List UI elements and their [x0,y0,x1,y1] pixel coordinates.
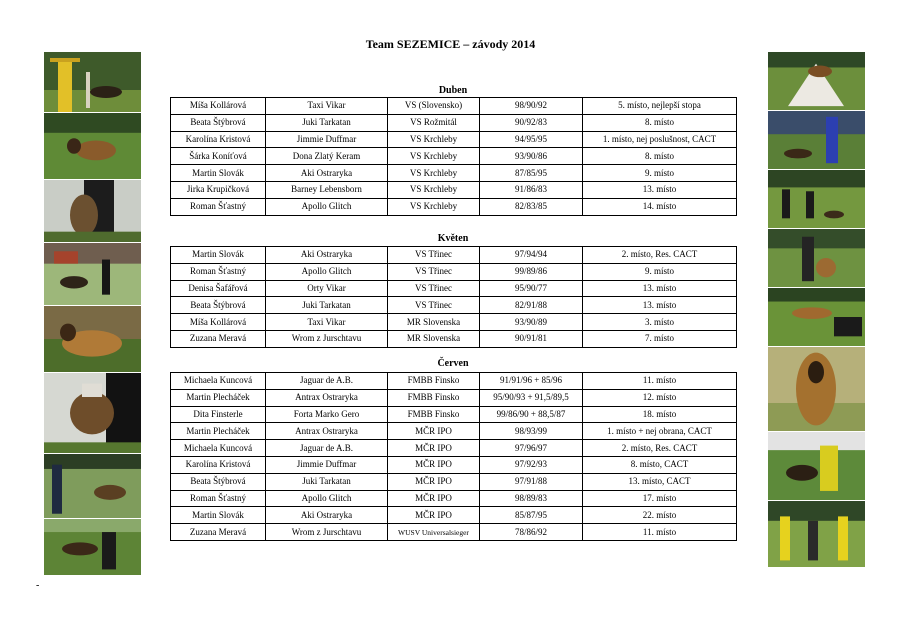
event-cell: VS Třinec [388,247,480,264]
event-cell: MČR IPO [388,507,480,524]
event-cell: FMBB Finsko [388,373,480,390]
dog-bite-suit-photo [768,431,865,500]
dog-cell: Aki Ostraryka [266,507,388,524]
dog-bite-arm-photo [44,372,141,453]
score-cell: 91/91/96 + 85/96 [480,373,583,390]
table-row [171,280,737,297]
score-cell: 98/93/99 [480,423,583,440]
placement-cell: 8. místo [583,148,737,165]
dog-cell: Orty Vikar [266,280,388,297]
dog-cell: Apollo Glitch [266,198,388,215]
table-row [171,507,737,524]
event-cell: MČR IPO [388,456,480,473]
placement-cell: 17. místo [583,490,737,507]
event-cell: WUSV Universalsieger [388,524,480,541]
placement-cell: 9. místo [583,263,737,280]
dog-retrieve-photo [768,287,865,346]
dog-cell: Jimmie Duffmar [266,456,388,473]
table-row [171,198,737,215]
table-row [171,440,737,457]
dog-cell: Aki Ostraryka [266,165,388,182]
dog-bite-sleeve-photo [44,179,141,242]
dog-cell: Wrom z Jurschtavu [266,330,388,347]
dog-cell: Wrom z Jurschtavu [266,524,388,541]
dog-trial-field-photo [768,169,865,228]
table-row [171,524,737,541]
handler-cell: Míša Kollárová [171,314,266,331]
event-cell: VS Krchleby [388,198,480,215]
handler-cell: Dita Finsterle [171,406,266,423]
table-row [171,330,737,347]
dog-cell: Antrax Ostraryka [266,423,388,440]
event-cell: MČR IPO [388,423,480,440]
page-title: Team SEZEMICE – závody 2014 [365,37,536,51]
score-cell: 99/89/86 [480,263,583,280]
dog-cell: Dona Zlatý Keram [266,148,388,165]
dog-cell: Juki Tarkatan [266,473,388,490]
handler-cell: Martin Plecháček [171,423,266,440]
handler-cell: Karolína Kristová [171,131,266,148]
dog-cell: Apollo Glitch [266,263,388,280]
handler-cell: Michaela Kuncová [171,440,266,457]
placement-cell: 11. místo [583,373,737,390]
score-cell: 97/94/94 [480,247,583,264]
handler-cell: Beata Štýbrová [171,473,266,490]
score-cell: 95/90/93 + 91,5/89,5 [480,389,583,406]
event-cell: VS (Slovensko) [388,98,480,115]
score-cell: 99/86/90 + 88,5/87 [480,406,583,423]
dog-cell: Forta Marko Gero [266,406,388,423]
handler-cell: Zuzana Meravá [171,524,266,541]
event-cell: VS Krchleby [388,131,480,148]
score-cell: 98/89/83 [480,490,583,507]
handler-cell: Martin Plecháček [171,389,266,406]
placement-cell: 13. místo, CACT [583,473,737,490]
table-row [171,423,737,440]
score-cell: 82/83/85 [480,198,583,215]
dog-handler-photo [44,453,141,518]
placement-cell: 3. místo [583,314,737,331]
event-cell: VS Krchleby [388,148,480,165]
results-table-duben [170,97,737,216]
dog-jump-photo [44,51,141,112]
placement-cell: 18. místo [583,406,737,423]
placement-cell: 7. místo [583,330,737,347]
left-photo-column [44,51,141,567]
score-cell: 90/92/83 [480,114,583,131]
right-photo-column [768,51,865,561]
placement-cell: 11. místo [583,524,737,541]
event-cell: MR Slovenska [388,314,480,331]
score-cell: 97/91/88 [480,473,583,490]
event-cell: MČR IPO [388,490,480,507]
score-cell: 94/95/95 [480,131,583,148]
handler-dog-photo [768,110,865,169]
judges-group-photo [768,500,865,567]
event-cell: VS Třinec [388,280,480,297]
table-row [171,263,737,280]
event-cell: FMBB Finsko [388,389,480,406]
score-cell: 82/91/88 [480,297,583,314]
table-row [171,473,737,490]
dog-cell: Jaguar de A.B. [266,440,388,457]
handler-cell: Míša Kollárová [171,98,266,115]
handler-cell: Zuzana Meravá [171,330,266,347]
handler-cell: Jirka Krupičková [171,181,266,198]
placement-cell: 13. místo [583,297,737,314]
score-cell: 90/91/81 [480,330,583,347]
event-cell: VS Třinec [388,297,480,314]
dog-cell: Juki Tarkatan [266,114,388,131]
handler-cell: Beata Štýbrová [171,297,266,314]
table-row [171,314,737,331]
dog-cell: Apollo Glitch [266,490,388,507]
dog-cell: Antrax Ostraryka [266,389,388,406]
score-cell: 91/86/83 [480,181,583,198]
section-title-cerven: Červen [437,358,469,369]
event-cell: VS Rožmitál [388,114,480,131]
footer-mark: - [36,580,40,591]
table-row [171,148,737,165]
dog-running-photo [44,242,141,305]
dog-cell: Jaguar de A.B. [266,373,388,390]
placement-cell: 8. místo [583,114,737,131]
dog-cell: Taxi Vikar [266,314,388,331]
dog-handler-heel-photo [768,228,865,287]
handler-cell: Denisa Šafářová [171,280,266,297]
event-cell: FMBB Finsko [388,406,480,423]
handler-cell: Roman Šťastný [171,263,266,280]
dog-portrait-photo [768,346,865,431]
table-row [171,490,737,507]
dog-a-frame-photo [768,51,865,110]
placement-cell: 13. místo [583,181,737,198]
score-cell: 97/96/97 [480,440,583,457]
placement-cell: 8. místo, CACT [583,456,737,473]
dog-cell: Jimmie Duffmar [266,131,388,148]
section-title-kveten: Květen [437,233,469,244]
table-row [171,406,737,423]
placement-cell: 2. místo, Res. CACT [583,247,737,264]
score-cell: 93/90/89 [480,314,583,331]
score-cell: 87/85/95 [480,165,583,182]
table-row [171,181,737,198]
handler-cell: Michaela Kuncová [171,373,266,390]
placement-cell: 13. místo [583,280,737,297]
handler-cell: Karolína Kristová [171,456,266,473]
dog-field-photo [44,112,141,179]
handler-cell: Roman Šťastný [171,490,266,507]
score-cell: 85/87/95 [480,507,583,524]
placement-cell: 22. místo [583,507,737,524]
dog-cell: Taxi Vikar [266,98,388,115]
table-row [171,247,737,264]
dog-cell: Juki Tarkatan [266,297,388,314]
table-row [171,98,737,115]
placement-cell: 2. místo, Res. CACT [583,440,737,457]
placement-cell: 14. místo [583,198,737,215]
dog-attack-photo [44,518,141,575]
placement-cell: 9. místo [583,165,737,182]
table-row [171,456,737,473]
table-row [171,373,737,390]
score-cell: 98/90/92 [480,98,583,115]
dog-lying-photo [44,305,141,372]
handler-cell: Šárka Koníťová [171,148,266,165]
score-cell: 95/90/77 [480,280,583,297]
event-cell: VS Třinec [388,263,480,280]
event-cell: MČR IPO [388,473,480,490]
handler-cell: Martin Slovák [171,247,266,264]
table-row [171,389,737,406]
table-row [171,114,737,131]
handler-cell: Martin Slovák [171,507,266,524]
table-row [171,297,737,314]
dog-cell: Barney Lebensborn [266,181,388,198]
score-cell: 97/92/93 [480,456,583,473]
table-row [171,131,737,148]
section-title-duben: Duben [438,85,468,96]
event-cell: MR Slovenska [388,330,480,347]
placement-cell: 12. místo [583,389,737,406]
handler-cell: Martin Slovák [171,165,266,182]
placement-cell: 1. místo, nej poslušnost, CACT [583,131,737,148]
placement-cell: 1. místo + nej obrana, CACT [583,423,737,440]
handler-cell: Beata Štýbrová [171,114,266,131]
dog-cell: Aki Ostraryka [266,247,388,264]
table-row [171,165,737,182]
event-cell: VS Krchleby [388,165,480,182]
placement-cell: 5. místo, nejlepší stopa [583,98,737,115]
score-cell: 93/90/86 [480,148,583,165]
score-cell: 78/86/92 [480,524,583,541]
event-cell: MČR IPO [388,440,480,457]
results-table-cerven [170,372,737,541]
results-table-kveten [170,246,737,348]
event-cell: VS Krchleby [388,181,480,198]
handler-cell: Roman Šťastný [171,198,266,215]
